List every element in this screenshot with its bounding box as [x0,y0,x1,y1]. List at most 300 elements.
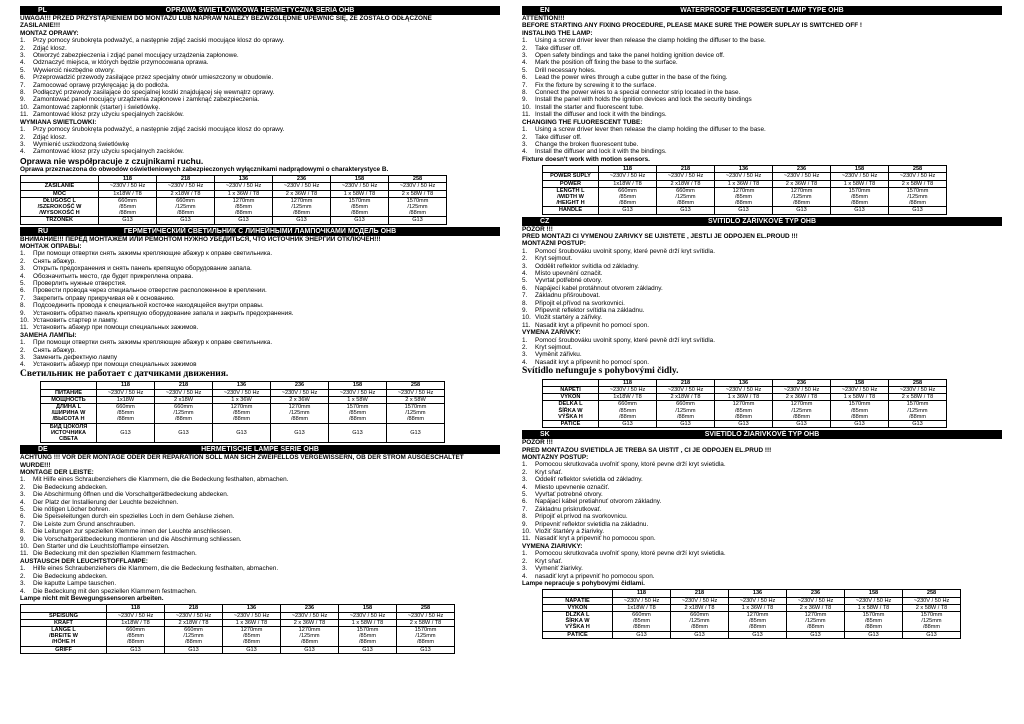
step-text: Connect the power wires to a special connector strip located in the base. [535,89,741,97]
bold-heading: ATTENTION!!! [522,15,565,22]
instruction-step [522,550,1002,557]
table-cell: ~230V / 50 Hz [657,386,715,393]
instruction-step [20,104,500,111]
section-header-bar [20,6,500,15]
model-header-cell: 236 [271,382,329,389]
instruction-step [20,491,500,498]
table-cell: 2 x 58W / T8 [397,619,455,626]
model-header-cell: 236 [273,176,331,183]
row-label-cell: PÄTICE [543,631,613,638]
step-text: Обозначитьить место, где будет прикреплена оправа. [33,272,194,280]
step-text: Místo upevnění označit. [535,269,603,277]
bold-heading: PRED MONTÁŽOU SVIETIDLA JE TREBA SA UISTIŤ , ČI JE ODPOJEN EL.PRÚD !!! [522,446,772,454]
table-cell: 1570mm /125mm /88mm [889,187,947,207]
header-corner-cell [543,166,599,173]
table-row [543,401,947,421]
bold-heading: MONTAGE DER LEISTE: [20,469,94,476]
language-code: PL [38,7,47,14]
step-number: 10. [522,103,531,111]
table-cell: 1x18W / T8 [99,190,157,197]
table-cell: G13 [329,423,387,443]
step-text: Vložit startéry a zářivky. [535,314,602,322]
table-cell: G13 [657,207,715,214]
step-text: Install the diffuser and lock it with the bindings. [535,148,667,156]
step-text: Vyvrtat potřebné otvory. [535,277,603,285]
instruction-step [522,52,1002,59]
table-cell: 1 x 36W / T8 [715,394,773,401]
step-text: Установить абажур при помощи специальных зажимов [33,361,197,369]
table-cell: ~230V / 50 Hz [155,389,213,396]
step-text: Die Bedeckung abdecken. [33,483,108,491]
row-label-cell: ДЛИНА L /ШИРИНА W /ВЫСОТА H [41,403,97,423]
table-cell: G13 [889,420,947,427]
instruction-step [522,506,1002,513]
step-number: 3. [522,476,528,484]
instruction-step [522,292,1002,299]
table-cell: ~230V / 50 Hz [845,597,903,604]
instruction-step [20,324,500,331]
table-row [543,420,947,427]
row-label-cell: LÄNGE L /BREITE W /HÖHE H [21,626,107,646]
step-number: 4. [20,587,26,595]
step-text: Die Bedeckung mit den speziellen Klammern festmachen. [33,550,197,558]
step-number: 2. [20,44,26,52]
step-text: Проверлить нужные отверстия. [33,279,127,287]
instruction-step [522,337,1002,344]
step-number: 11. [522,111,531,119]
table-cell: G13 [331,217,389,224]
table-cell: ~230V / 50 Hz [599,386,657,393]
table-cell: 660mm /125mm /88mm [671,611,729,631]
instruction-step [20,565,500,572]
table-cell: 1270mm /85mm /88mm [715,187,773,207]
model-header-cell: 136 [223,605,281,612]
step-number: 3. [522,565,528,573]
table-cell: 1270mm /85mm /88mm [215,197,273,217]
instruction-step [522,67,1002,74]
instruction-step [522,307,1002,314]
step-number: 4. [522,148,528,156]
table-cell: 1 x 36W / T8 [223,619,281,626]
header-corner-cell [543,379,599,386]
step-number: 9. [20,309,26,317]
step-number: 1. [20,476,26,484]
step-text: Lead the power wires through a cube gutter in the base of the fixing. [535,74,728,82]
step-number: 1. [522,461,528,469]
step-number: 10. [20,317,29,325]
table-row [21,626,455,646]
table-cell: 1 x 58W / T8 [331,190,389,197]
step-text: Pripojiť el.prívod na svorkovnicu. [535,513,628,521]
step-text: Zdjąć klosz. [33,133,67,141]
table-header-row [543,590,961,597]
instruction-step [522,351,1002,358]
row-label-cell: NAPĚTÍ [543,386,599,393]
language-code: EN [540,7,550,14]
instruction-step [522,89,1002,96]
bold-heading: MONTAŻ OPRAWY: [20,29,79,37]
table-row [21,190,447,197]
step-number: 8. [20,528,26,536]
step-number: 3. [20,491,26,499]
section-title: WATERPROOF FLUORESCENT LAMP TYPE OHB [680,7,844,14]
bold-heading: ACHTUNG !!! VOR DER MONTAGE ODER DER REPARATION SOLL MAN SICH ZWEIFELLOS VERGEWISSERN, OB DER STROM AUSGESCHALTET [20,454,464,462]
step-text: Подсоединить провода к специальной косточке находящейся внутри оправы. [33,302,264,310]
table-cell: ~230V / 50 Hz [715,386,773,393]
row-label-cell: GRIFF [21,646,107,653]
instruction-step [522,277,1002,284]
table-cell: 2 x18W [155,396,213,403]
model-header-cell: 136 [215,176,273,183]
step-number: 2. [522,133,528,141]
table-cell: 2 x 36W [271,396,329,403]
step-text: Открыть предохранения и снять панель крепящую оборудование запала. [33,265,252,273]
bold-heading: Lampe nepracuje s pohybovými čidlami. [522,579,645,587]
step-text: Снять абажур. [33,257,77,265]
instruction-step [522,344,1002,351]
model-header-cell: 258 [903,590,961,597]
table-cell: 1 x 58W / T8 [831,394,889,401]
table-cell: G13 [339,646,397,653]
spec-table-wrap [522,377,1002,430]
step-text: При помощи отвертки снять зажимы крепляющие абажур к оправе светильника. [33,250,273,258]
step-text: Przy pomocy śrubokręta podważyć, a następnie zdjąć zaciski mocujące klosz do oprawy. [33,126,285,134]
row-label-cell: DĹŽKA L ŠÍRKA W VÝŠKA H [543,611,613,631]
bold-heading: INSTALING THE LAMP: [522,29,593,37]
step-text: Otworzyć zabezpieczenia i zdjąć panel mocujący urządzenia zapłonowe. [33,52,239,60]
table-cell: 1270mm /125mm /88mm [773,187,831,207]
table-cell: G13 [773,420,831,427]
table-cell: G13 [599,420,657,427]
table-cell: ~230V / 50 Hz [397,612,455,619]
table-cell: G13 [387,423,445,443]
step-text: Oddělit reflektor svítidla od základny. [535,262,639,270]
step-text: Die Speiseleitungen durch ein spezielles Loch in dem Gehäuse ziehen. [33,513,235,521]
instruction-step [522,491,1002,498]
instruction-step [522,300,1002,307]
table-cell: G13 [773,207,831,214]
instruction-step [20,74,500,81]
step-number: 4. [522,358,528,366]
row-label-cell: ПИТАНИЕ [41,389,97,396]
table-cell: G13 [99,217,157,224]
instruction-step [522,513,1002,520]
model-header-cell: 258 [387,382,445,389]
table-cell: G13 [831,420,889,427]
model-header-cell: 258 [889,379,947,386]
step-number: 10. [522,528,531,536]
instruction-step [522,111,1002,118]
bold-heading: UWAGA!!! PRZED PRZYSTĄPIENIEM DO MONTAŻU LUB NAPRAW NALEŻY BEZWZGLĘDNIE UPEWNIĆ SIĘ, ŻE ZOSTAŁO ODŁĄCZONE [20,15,432,22]
bold-heading: POZOR !!! [522,439,553,447]
language-section [20,6,500,227]
step-number: 10. [20,543,29,551]
instruction-step [522,82,1002,89]
motion-sensor-note: Светильник не работает с датчиками движения. [20,368,229,379]
instruction-step [20,67,500,74]
table-cell: 2 x 36W / T8 [273,190,331,197]
language-code: CZ [540,217,550,225]
header-corner-cell [41,382,97,389]
table-cell: 1 x 36W / T8 [215,190,273,197]
row-label-cell: POWER [543,180,599,187]
table-cell: ~230V / 50 Hz [107,612,165,619]
step-number: 8. [20,302,26,310]
step-text: Zamocować oprawę przykręcając ją do podłoża. [33,81,170,89]
instruction-step [522,255,1002,262]
table-row [21,619,455,626]
bold-heading: MONTÁŽNÍ POSTUP: [522,240,586,248]
table-cell: 1270mm /125mm /88mm [271,403,329,423]
step-text: Miesto upevnenie označiť. [535,483,610,491]
bold-heading: BEFORE STARTING ANY FIXING PROCEDURE, PLEASE MAKE SURE THE POWER SUPLAY IS SWITCHED OFF ! [522,22,863,30]
header-corner-cell [21,176,99,183]
table-cell: G13 [97,423,155,443]
motion-sensor-note: Svítidlo nefunguje s pohybovými čidly. [522,366,679,377]
row-label-cell: HANDLE [543,207,599,214]
step-text: Die kaputte Lampe tauschen. [33,580,117,588]
table-cell: ~230V / 50 Hz [773,386,831,393]
instruction-step [522,270,1002,277]
row-label-cell: KRAFT [21,619,107,626]
step-text: Change the broken fluorescent tube. [535,140,639,148]
instruction-step [20,339,500,346]
table-cell: G13 [831,207,889,214]
step-number: 2. [20,346,26,354]
bold-heading: POZOR !!! [522,225,553,233]
table-cell: ~230V / 50 Hz [389,183,447,190]
instruction-step [20,111,500,118]
table-cell: G13 [657,420,715,427]
bold-heading: MONTÁŽNY POSTUP: [522,454,589,461]
instruction-step [522,565,1002,572]
table-cell: ~230V / 50 Hz [273,183,331,190]
table-cell: 2 x 36W / T8 [773,394,831,401]
bold-heading: ZASILANIE!!! [20,22,61,30]
table-row [41,396,445,403]
table-cell: 1570mm /125mm /88mm [389,197,447,217]
bold-heading: МОНТАЖ ОПРАВЫ: [20,242,82,250]
step-number: 3. [522,52,528,60]
model-header-cell: 136 [715,166,773,173]
step-number: 8. [522,513,528,521]
row-label-cell: LENGTH L /WIDTH W /HEIGHT H [543,187,599,207]
row-label-cell: DŁUGOŚĆ L /SZEROKOŚĆ W /WYSOKOŚĆ H [21,197,99,217]
table-cell: ~230V / 50 Hz [831,173,889,180]
table-cell: ~230V / 50 Hz [729,597,787,604]
table-row [543,207,947,214]
table-cell: 2 x 58W / T8 [889,394,947,401]
step-number: 5. [522,66,528,74]
table-cell: 2 x 58W [387,396,445,403]
bold-heading: ВНИМАНИЕ!!! ПЕРЕД МОНТАЖЕМ ИЛИ РЕМОНТОМ НУЖНО УБЕДИТЬСЯ, ЧТО ИСТОЧНИК ЭНЕРГИИ ОТКЛЮЧЕН!!! [20,235,381,243]
section-header-bar [522,217,1002,226]
instruction-step [20,302,500,309]
step-number: 7. [20,520,26,528]
table-row [21,197,447,217]
step-text: Zamontować panel mocujący urządzenia zapłonowe i zamknąć zabezpieczenia. [33,96,260,104]
step-number: 4. [20,148,26,156]
table-cell: 1 x 58W / T8 [845,604,903,611]
model-header-cell: 258 [389,176,447,183]
instruction-step [20,126,500,133]
table-cell: 2 x 36W / T8 [773,180,831,187]
row-label-cell: POWER SUPLY [543,173,599,180]
table-row [21,183,447,190]
table-cell: 2 x 36W / T8 [281,619,339,626]
step-number: 8. [522,89,528,97]
row-label-cell: МОЩНОСТЬ [41,396,97,403]
table-cell: 660mm /125mm /88mm [155,403,213,423]
table-cell: 1570mm /125mm /88mm [397,626,455,646]
step-number: 2. [522,44,528,52]
step-text: Open safety bindings and take the panel holding ignition device off. [535,52,725,60]
model-header-cell: 218 [157,176,215,183]
step-text: Take diffuser off. [535,44,582,52]
step-text: Pripevniť reflektor svietidla na základnu. [535,520,649,528]
spec-table [40,381,445,443]
language-section [522,430,1002,641]
table-cell: 1270mm /125mm /88mm [787,611,845,631]
header-corner-cell [543,590,613,597]
step-number: 4. [20,59,26,67]
step-text: Die Leiste zum Grund anschrauben. [33,520,136,528]
step-number: 2. [20,257,26,265]
instruction-step [20,536,500,543]
step-text: Mit Hilfe eines Schraubenziehers die Klammern, die die Bedeckung festhalten, abmachen. [33,476,289,484]
instruction-step [20,148,500,155]
step-text: Zamontować klosz przy użyciu specjalnych zacisków. [33,111,184,119]
step-number: 3. [20,265,26,273]
instruction-step [20,521,500,528]
step-number: 4. [20,272,26,280]
step-number: 4. [20,361,26,369]
instruction-step [20,347,500,354]
row-label-cell: SPEISUNG [21,612,107,619]
bold-heading: PŘED MONTÁŽÍ ČI VÝMĚNOU ZÁŘIVKY SE UJISTĚTE , JESTLI JE ODPOJEN EL.PROUD !!! [522,232,798,240]
instruction-step [522,141,1002,148]
table-cell: 1270mm /125mm /88mm [773,401,831,421]
table-cell: 1570mm /85mm /88mm [831,401,889,421]
instruction-step [20,499,500,506]
table-cell: ~230V / 50 Hz [599,173,657,180]
step-text: Install the diffuser and lock it with the bindings. [535,111,667,119]
bold-heading: AUSTAUSCH DER LEUCHTSTOFFLAMPE: [20,557,148,565]
bold-heading: VÝMENA ŽIARIVKY: [522,542,583,550]
model-header-cell: 218 [657,166,715,173]
language-section [522,217,1002,431]
step-number: 2. [20,483,26,491]
step-number: 11. [20,550,29,558]
table-cell: ~230V / 50 Hz [773,173,831,180]
table-row [543,386,947,393]
table-cell: 1270mm /125mm /88mm [281,626,339,646]
table-cell: 660mm /85mm /88mm [613,611,671,631]
spec-table-wrap [522,587,1002,640]
instruction-step [20,588,500,595]
step-number: 1. [522,550,528,558]
instruction-step [20,317,500,324]
table-cell: G13 [671,631,729,638]
step-number: 9. [522,96,528,104]
step-number: 1. [522,126,528,134]
step-number: 10. [522,314,531,322]
table-cell: G13 [715,207,773,214]
step-text: Zamontować klosz przy użyciu specjalnych zacisków. [33,148,184,156]
model-header-cell: 158 [329,382,387,389]
table-cell: 1270mm /85mm /88mm [729,611,787,631]
spec-table [542,379,947,428]
table-cell: ~230V / 50 Hz [613,597,671,604]
table-cell: 1270mm /125mm /88mm [273,197,331,217]
table-cell: 2 x 58W / T8 [889,180,947,187]
table-cell: 1570mm /125mm /88mm [387,403,445,423]
language-code: DE [38,446,48,454]
step-text: Kryt sejmout. [535,344,573,352]
instruction-step [522,263,1002,270]
step-text: Připevnit reflektor svítidla na základnu. [535,307,645,315]
instruction-step [20,45,500,52]
model-header-cell: 236 [773,379,831,386]
instruction-step [20,543,500,550]
step-number: 5. [522,277,528,285]
table-cell: 660mm /85mm /88mm [599,187,657,207]
table-cell: ~230V / 50 Hz [787,597,845,604]
instruction-step [20,134,500,141]
section-title: OPRAWA ŚWIETLÓWKOWA HERMETYCZNA SERIA OHB [165,7,355,14]
instruction-step [20,96,500,103]
section-header-bar [522,6,1002,15]
step-text: Základnu přišroubovat. [535,292,601,300]
table-cell: G13 [213,423,271,443]
table-cell: 2 x18W / T8 [157,190,215,197]
table-cell: ~230V / 50 Hz [671,597,729,604]
instruction-step [522,484,1002,491]
table-row [543,394,947,401]
step-text: Hilfe eines Schraubenziehers die Klammern, die die Bedeckung festhalten, abmachen. [33,565,279,573]
step-text: nasadiť kryt a pripevniť ho pomocou spon. [535,572,655,580]
step-number: 1. [20,37,26,45]
step-number: 5. [20,279,26,287]
step-number: 2. [522,255,528,263]
step-text: Die nötigen Löcher bohren. [33,506,111,514]
step-text: Zamontować zapłonnik (starter) i świetlówkę. [33,103,161,111]
instruction-step [522,37,1002,44]
instruction-step [522,285,1002,292]
step-number: 6. [20,287,26,295]
step-text: Die Bedeckung mit den speziellen Klammern festmachen. [33,587,197,595]
step-text: Nasadiť kryt a pripevniť ho pomocou spon. [535,535,656,543]
instruction-step [522,126,1002,133]
step-text: Pomocou skrutkovača uvoľniť spony, ktoré pevne drží kryt svietidla. [535,550,726,558]
step-number: 3. [20,354,26,362]
instruction-step [522,528,1002,535]
step-number: 10. [20,103,29,111]
table-header-row [41,382,445,389]
table-cell: ~230V / 50 Hz [889,173,947,180]
model-header-cell: 118 [99,176,157,183]
table-cell: ~230V / 50 Hz [165,612,223,619]
right-column [522,6,1002,641]
step-text: Install the starter and fluorescent tube. [535,103,644,111]
model-header-cell: 158 [845,590,903,597]
step-number: 3. [522,351,528,359]
instruction-step [522,498,1002,505]
table-row [543,597,961,604]
instruction-step [20,141,500,148]
step-text: Установить стартер и лампу. [33,317,118,325]
step-text: Drill necessary holes. [535,66,596,74]
